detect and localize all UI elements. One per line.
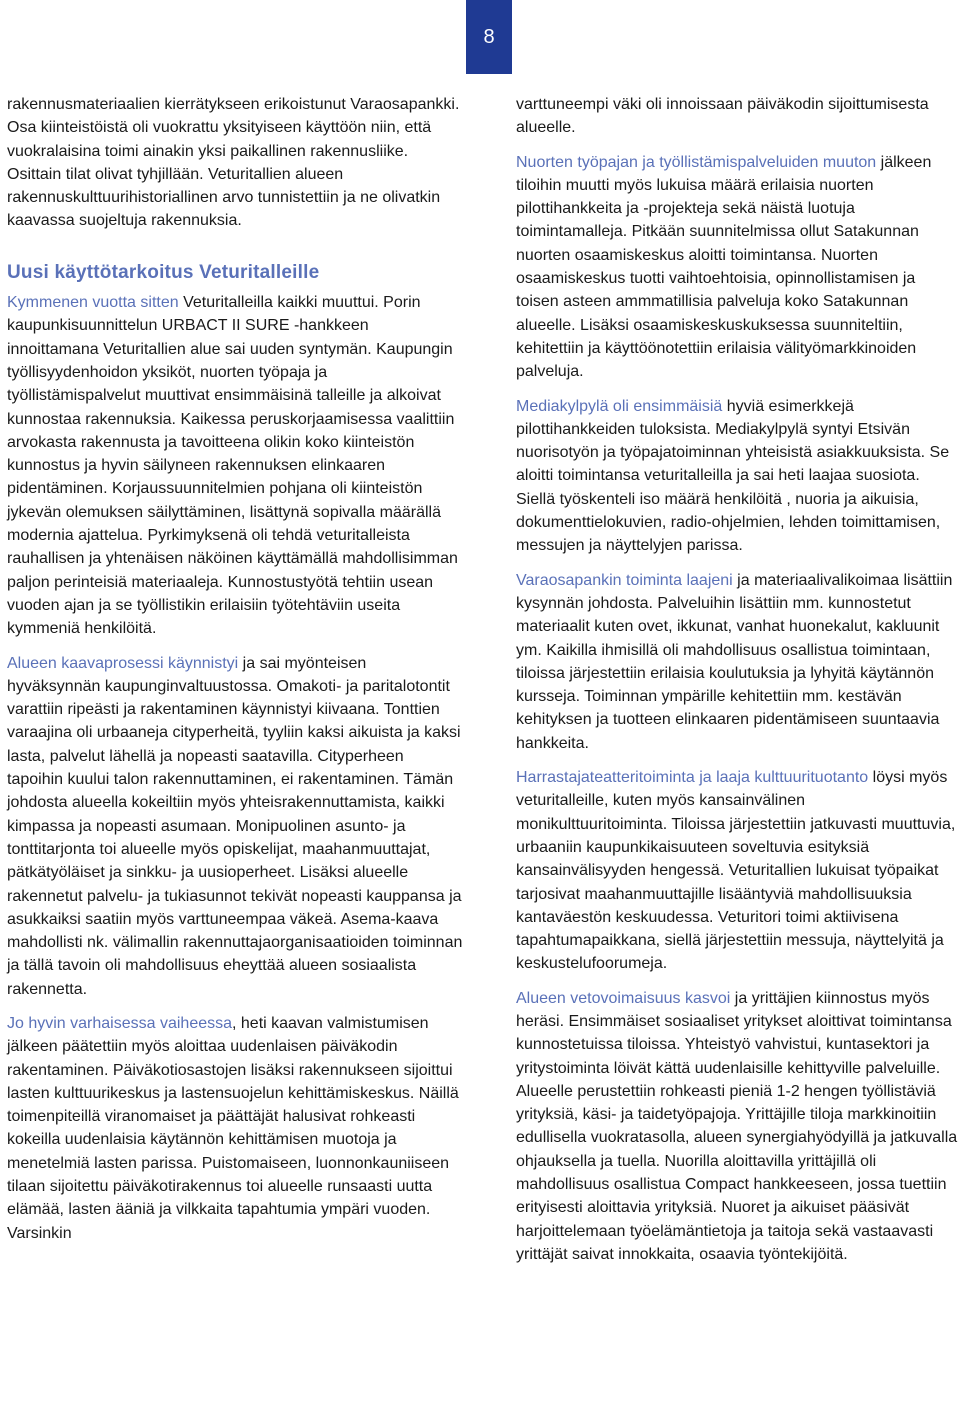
right-p3-text: hyviä esimerkkejä pilottihankkeiden tuloksista. Mediakylpylä syntyi Etsivän nuorisotyön ja työpajatoiminnan yhteisistä asiakkuuksista. Se aloitti toimintansa veturitalleilla ja sai heti laajaa suosiota. Siellä työskenteli iso määrä henkilöitä , nuoria ja aikuisia, dokumenttielokuvien, radio-ohjelmien, lehden toimittamisen, messujen ja näyttelyjen parissa. xyxy=(516,397,950,555)
right-p5-highlight: Harrastajateatteritoiminta ja laaja kulttuurituotanto xyxy=(516,769,869,787)
right-paragraph-4 xyxy=(516,569,960,755)
left-p3-text: ja sai myönteisen hyväksynnän kaupunginvaltuustossa. Omakoti- ja paritalotontit varattiin ripeästi ja rakentaminen käynnistyi kiivaana. Tonttien varaajina oli urbaaneja cityperheitä, tyyliin kaksi aikuista ja kaksi lasta, palvelut lähellä ja nopeasti saatavilla. Cityperheen tapoihin kuului talon rakennuttaminen, ei rakentaminen. Tämän johdosta alueella kokeiltiin myös yhteisrakennuttamista, kaikki kimpassa ja nopeasti asumaan. Monipuolinen asunto- ja tonttitarjonta toi alueelle myös opiskelijat, maahanmuuttajat, pätkätyöläiset ja sinkku- ja uusioperheet. Lisäksi alueelle rakennetut palvelu- ja tukiasunnot tekivät nopeasti kauppansa ja asukkaiksi saatiin myös varttuneempaa väkeä. Asema-kaava mahdollisti nk. välimallin rakennuttajaorganisaatioiden toiminnan ja tällä tavoin oli mahdollisuus eheyttää alueen sosiaalista rakennetta. xyxy=(7,654,463,998)
left-paragraph-4 xyxy=(7,1012,463,1245)
left-paragraph-3 xyxy=(7,652,463,1001)
right-paragraph-3 xyxy=(516,395,960,558)
right-p6-highlight: Alueen vetovoimaisuus kasvoi xyxy=(516,989,731,1007)
right-p4-highlight: Varaosapankin toiminta laajeni xyxy=(516,571,733,589)
left-p4-text: , heti kaavan valmistumisen jälkeen päätettiin myös aloittaa uudenlaisen päiväkodin rakentaminen. Päiväkotiosastojen lisäksi rakennukseen sijoittui lasten kulttuurikeskus ja lastensuojelun kehittämiskeskus. Näillä toimenpiteillä viranomaiset ja päättäjät halusivat rohkeasti kokeilla uudenlaisia käytännön kehittämisen muotoja ja menetelmiä lasten parissa. Puistomaiseen, luonnonkauniiseen tilaan sijoitettu päiväkotirakennus toi alueelle runsaasti uutta elämää, lasten ääniä ja vilkkaita tapahtumia ympäri vuoden. Varsinkin xyxy=(7,1014,459,1242)
right-p3-highlight: Mediakylpylä oli ensimmäisiä xyxy=(516,397,723,415)
left-column xyxy=(7,93,463,1245)
right-paragraph-1 xyxy=(516,93,960,140)
right-paragraph-6 xyxy=(516,987,960,1267)
right-p5-text: löysi myös veturitalleille, kuten myös kansainvälinen monikulttuuritoiminta. Tiloissa järjestettiin jatkuvasti muuttuvia, urbaaniin kaupunkikaisuuteen soveltuvia esityksiä kansainvälisyyden hengessä. Veturitallien lukuisat työpaikat tarjosivat maahanmuuttajille lisääntyviä mahdollisuuksia kantaväestön keskuudessa. Veturitori toimi aktiivisena tapahtumapaikkana, siellä järjestettiin messuja, näyttelyitä ja keskustelufoorumeja. xyxy=(516,769,956,973)
right-p6-text: ja yrittäjien kiinnostus myös heräsi. Ensimmäiset sosiaaliset yritykset aloittivat toimintansa kunnostetuissa tiloissa. Yhteistyö vahvistui, kuntasektori ja yritystoiminta löivät kättä uudenlaisille kehittyville palveluille. Alueelle perustettiin rohkeasti pieniä 1-2 hengen työllistäviä yrityksiä, käsi- ja taidetyöpajoja. Yrittäjille tiloja markkinoitiin edullisella vuokratasolla, alueen synergiahyödyillä ja jatkuvalla ohjauksella ja tuella. Nuorilla aloittavilla yrittäjillä oli mahdollisuus osallistua Compact hankkeeseen, jossa tuettiin erityisesti aloittavia yrityksiä. Nuoret ja aikuiset pääsivät harjoittelemaan työelämäntietoja ja taitoja sekä vastaavasti yrittäjät saivat innokkaita, osaavia työntekijöitä. xyxy=(516,989,958,1263)
left-p4-highlight: Jo hyvin varhaisessa vaiheessa xyxy=(7,1014,233,1032)
right-p1-text: varttuneempi väki oli innoissaan päiväkodin sijoittumisesta alueelle. xyxy=(516,96,929,137)
right-paragraph-5 xyxy=(516,766,960,976)
right-p2-highlight: Nuorten työpajan ja työllistämispalveluiden muuton xyxy=(516,153,877,171)
left-p1-text: rakennusmateriaalien kierrätykseen erikoistunut Varaosapankki. Osa kiinteistöistä oli vuokrattu yksityiseen käyttöön niin, että vuokralaisina toimi ainakin yksi paikallinen rakennusliike. Osittain tilat olivat tyhjillään. Veturitallien alueen rakennuskulttuurihistoriallinen arvo tunnistettiin ja ne olivatkin kaavassa suojeltuja rakennuksia. xyxy=(7,96,460,230)
left-p2-text: Veturitalleilla kaikki muuttui. Porin kaupunkisuunnittelun URBACT II SURE -hankkeen innoittamana Veturitallien alue sai uuden syntymän. Kaupungin työllisyydenhoidon yksiköt, nuorten työpaja ja työllistämispalvelut muuttivat ensimmäisinä talleille ja alkoivat kunnostaa rakennuksia. Kaikessa peruskorjaamisessa vaalittiin arvokasta rakennusta ja tavoitteena olikin koko kiinteistön kunnostus ja hyvin säilyneen rakennuksen elinkaaren pidentäminen. Korjaussuunnitelmien pohjana oli kiinteistön jykevän olemuksen säilyttäminen, lisättynä sopivalla määrällä modernia ajattelua. Pyrkimyksenä oli tehdä veturitalleista rauhallisen ja yhtenäisen näköinen käyttämällä mahdollisimman paljon perinteisiä materiaaleja. Kunnostustyötä tehtiin usean vuoden ajan ja se työllistikin erilaisiin työtehtäviin useita kymmeniä henkilöitä. xyxy=(7,294,458,638)
right-paragraph-2 xyxy=(516,151,960,384)
left-paragraph-2 xyxy=(7,291,463,640)
page-number: 8 xyxy=(483,25,495,48)
left-p3-highlight: Alueen kaavaprosessi käynnistyi xyxy=(7,654,239,672)
right-column xyxy=(516,93,960,1266)
left-paragraph-1 xyxy=(7,93,463,233)
section-heading: Uusi käyttötarkoitus Veturitalleille xyxy=(7,261,320,283)
left-p2-highlight: Kymmenen vuotta sitten xyxy=(7,294,179,312)
page-number-badge xyxy=(466,0,512,74)
right-p4-text: ja materiaalivalikoimaa lisättiin kysynnän johdosta. Palveluihin lisättiin mm. kunnostetut materiaalit kuten ovet, ikkunat, vanhat huonekalut, kakluunit ym. Kaikilla ihmisillä oli mahdollisuus osallistua toimintaan, tiloissa järjestettiin erilaisia koulutuksia ja lyhyitä käytännön kursseja. Toiminnan ympärille kehitettiin mm. kestävän kehityksen ja tuotteen elinkaaren pidentämiseen suuntaavia hankkeita. xyxy=(516,571,953,752)
right-p2-text: jälkeen tiloihin muutti myös lukuisa määrä erilaisia nuorten pilottihankkeita ja -projekteja sekä näistä luotuja toimintamalleja. Pitkään suunnitelmissa ollut Satakunnan nuorten osaamiskeskus aloitti toimintansa. Nuorten osaamiskeskus tuotti vaihtoehtoisia, opinnollistamisen ja toisen asteen ammmatillisia palveluja koko Satakunnan alueelle. Lisäksi osaamiskeskuskuksessa suunniteltiin, kehitettiin ja käyttöönotettiin erilaisia välityömarkkinoiden palveluja. xyxy=(516,153,932,381)
